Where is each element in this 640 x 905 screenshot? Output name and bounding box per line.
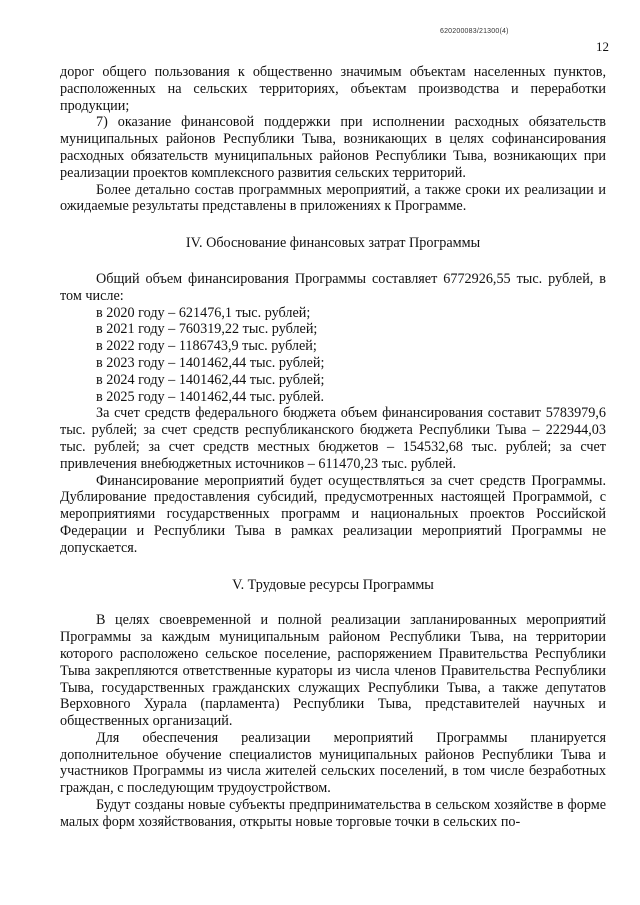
section-4-heading: IV. Обоснование финансовых затрат Программы bbox=[185, 235, 481, 252]
list-item: в 2023 году – 1401462,44 тыс. рублей; bbox=[96, 354, 325, 371]
section-5-paragraph-3: Будут созданы новые субъекты предпринимательства в сельском хозяйстве в форме малых форм хозяйствования, открыты новые торговые точки в сельских по- bbox=[60, 797, 606, 830]
list-item: в 2024 году – 1401462,44 тыс. рублей; bbox=[96, 371, 325, 388]
document-code: 620200083/21300(4) bbox=[440, 28, 509, 35]
intro-paragraph-1: дорог общего пользования к общественно значимым объектам населенных пунктов, расположенных на сельских территориях, объектам производства и переработки продукции; bbox=[60, 64, 606, 114]
intro-paragraph-2: 7) оказание финансовой поддержки при исполнении расходных обязательств муниципальных районов Республики Тыва, возникающих в целях софинансирования расходных обязательств муниципальных районов Республики Тыва, возникающих при реализации проектов комплексного развития сельских территорий. bbox=[60, 114, 606, 181]
funding-sources-paragraph: За счет средств федерального бюджета объем финансирования составит 5783979,6 тыс. рублей; за счет средств республиканского бюджета Республики Тыва – 222944,03 тыс. рублей; за счет средств местных бюджетов – 154532,68 тыс. рублей; за счет привлечения внебюджетных источников – 611470,23 тыс. рублей. bbox=[60, 405, 606, 472]
section-5-heading: V. Трудовые ресурсы Программы bbox=[232, 576, 434, 593]
list-item: в 2020 году – 621476,1 тыс. рублей; bbox=[96, 304, 311, 321]
list-item: в 2025 году – 1401462,44 тыс. рублей. bbox=[96, 388, 325, 405]
section-5-paragraph-1: В целях своевременной и полной реализации запланированных мероприятий Программы за каждым муниципальным районом Республики Тыва, на территории которого расположено сельское поселение, распоряжением Правительства Республики Тыва закрепляются ответственные кураторы из числа членов Правительства Республики Тыва, государственных гражданских служащих Республики Тыва, а также депутатов Верховного Хурала (парламента) Республики Тыва, представителей научных и общественных организаций. bbox=[60, 612, 606, 730]
page-number: 12 bbox=[596, 39, 609, 54]
list-item: в 2021 году – 760319,22 тыс. рублей; bbox=[96, 321, 318, 338]
list-item: в 2022 году – 1186743,9 тыс. рублей; bbox=[96, 338, 317, 355]
page-body bbox=[60, 64, 606, 831]
intro-paragraph-3: Более детально состав программных мероприятий, а также сроки их реализации и ожидаемые результаты представлены в приложениях к Программе. bbox=[60, 181, 606, 215]
total-financing-paragraph: Общий объем финансирования Программы составляет 6772926,55 тыс. рублей, в том числе: bbox=[60, 270, 606, 304]
yearly-financing-list bbox=[60, 305, 606, 406]
section-5-paragraph-2: Для обеспечения реализации мероприятий Программы планируется дополнительное обучение специалистов муниципальных районов Республики Тыва и участников Программы из числа жителей сельских поселений, в том числе безработных граждан, с последующим трудоустройством. bbox=[60, 729, 606, 797]
financing-paragraph: Финансирование мероприятий будет осуществляться за счет средств Программы. Дублирование предоставления субсидий, предусмотренных настоящей Программой, с мероприятиями государственных программ и национальных проектов Российской Федерации и Республики Тыва в рамках реализации мероприятий Программы не допускается. bbox=[60, 472, 606, 556]
